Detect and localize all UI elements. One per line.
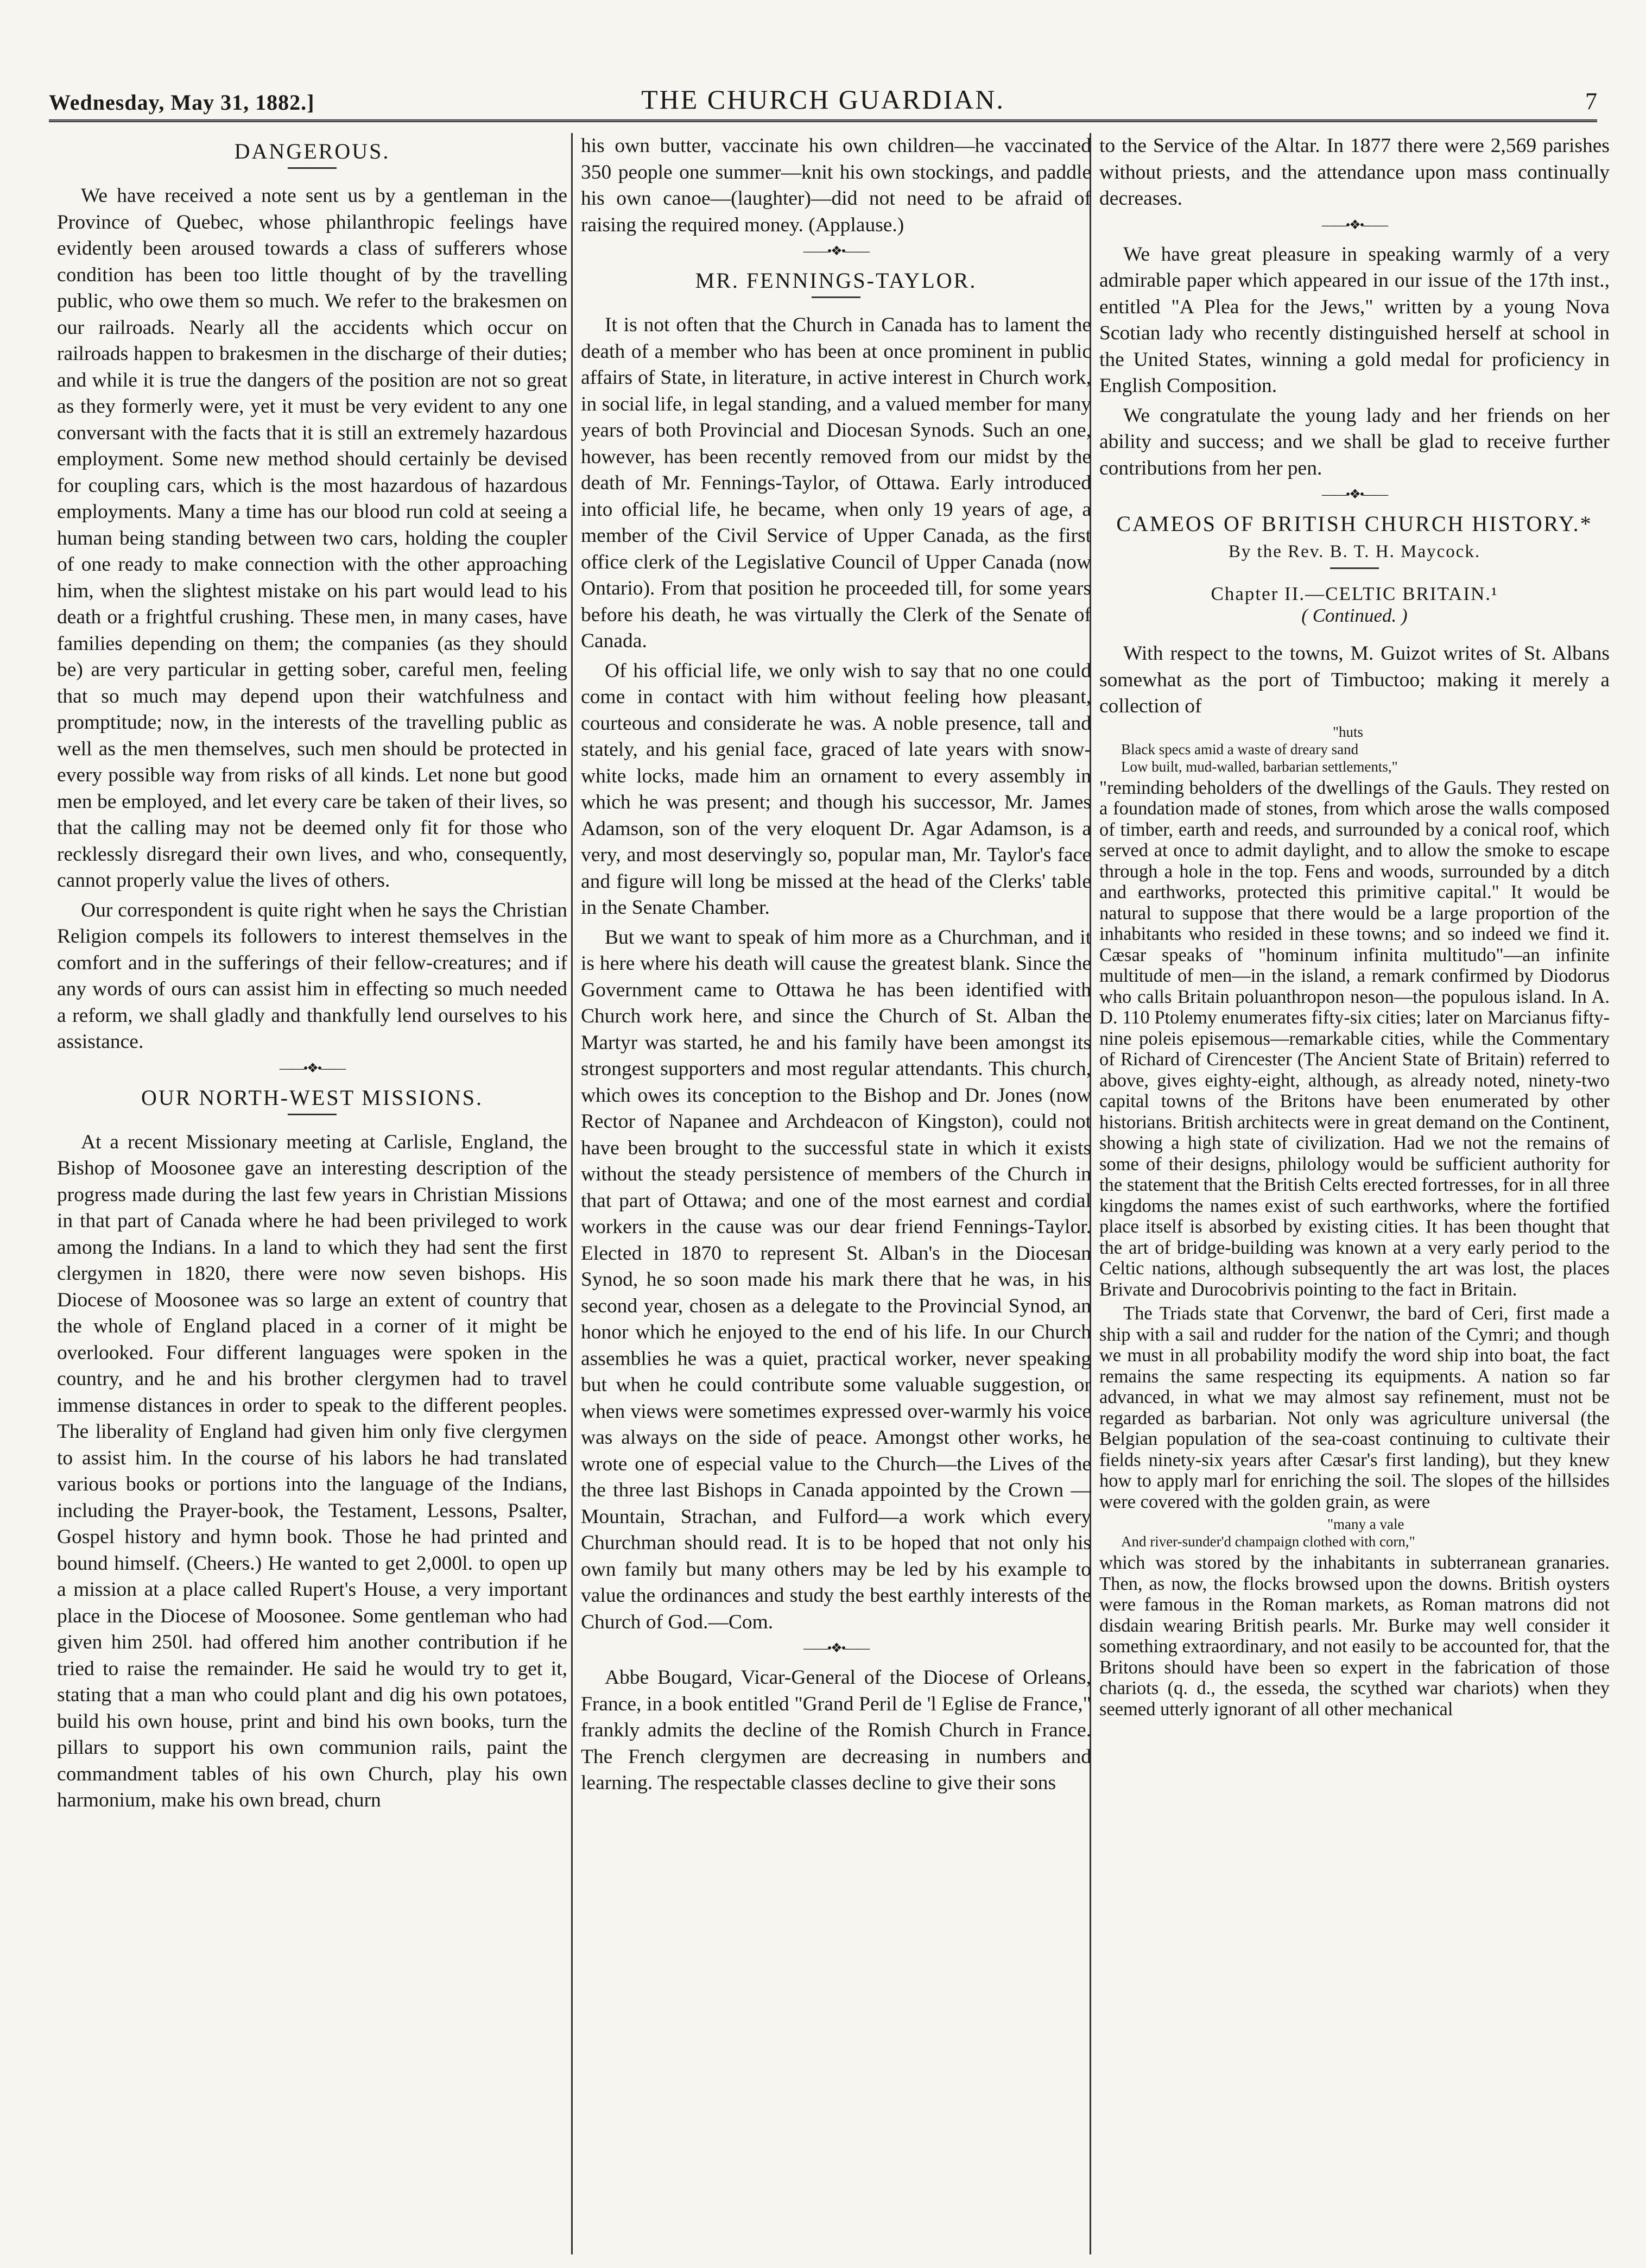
article-paragraph: But we want to speak of him more as a Churchman, and it is here where his death will cause the greatest blank. Since the Government came to Ottawa he has been identified with Church work here, and since the Church of St. Alban the Martyr was started, he and his family have been amongst its strongest supporters and most regular attendants. This church, which owes its conception to the Bishop and Dr. Jones (now Rector of Napanee and Archdeacon of Kingston), could not have been brought to the successful state in which it exists without the steady persistence of members of the Church in that part of Ottawa; and one of the most earnest and cordial workers in the cause was our dear friend Fennings-Taylor. Elected in 1870 to represent St. Alban's in the Diocesan Synod, he so soon made his mark there that he was, in his second year, chosen as a delegate to the Provincial Synod, an honor which he enjoyed to the end of his life. In our Church assemblies he was a quiet, practical worker, never speaking but when he could contribute some valuable suggestion, or when views were sometimes expressed over-warmly his voice was always on the side of peace. Amongst other works, he wrote one of especial value to the Church—the Lives of the the three last Bishops in Canada appointed by the Crown — Mountain, Strachan, and Fulford—a work which every Churchman should read. It is to be hoped that not only his own family but many others may be led by his example to value the ordinances and study the best earthly interests of the Church of God.—Com. (581, 926, 1091, 1633)
issue-date: Wednesday, May 31, 1882.] (49, 90, 315, 115)
verse-quotation (1099, 723, 1610, 775)
verse-line: "many a vale (1327, 1516, 1404, 1532)
article-heading-dangerous: DANGEROUS. (234, 139, 390, 163)
article-paragraph: Of his official life, we only wish to say that no one could come in contact with him without feeling how pleasant, courteous and considerate he was. A noble presence, tall and stately, and his genial face, graced of late years with snow-white locks, made him an ornament to every assembly in which he was present; and though his successor, Mr. James Adamson, son of the very eloquent Dr. Agar Adamson, is a very, and most deservingly so, popular man, Mr. Taylor's face and figure will long be missed at the head of the Clerks' table in the Senate Chamber. (581, 659, 1091, 919)
section-separator: ——•❖•—— (803, 244, 869, 258)
article-heading-missions: OUR NORTH-WEST MISSIONS. (141, 1085, 483, 1110)
article-byline: By the Rev. B. T. H. Maycock. (1228, 542, 1481, 561)
article-paragraph: which was stored by the inhabitants in subterranean granaries. Then, as now, the flocks browsed upon the downs. British oysters were famous in the Roman markets, as Roman matrons did not disdain wearing British pearls. Mr. Burke may well consider it something extraordinary, and not easily to be accounted for, that the Britons should have been so expert in the fabrication of those chariots (q. d., the esseda, the scythed war chariots) when they seemed utterly ignorant of all other mechanical (1099, 1552, 1610, 1720)
running-head (49, 81, 1597, 122)
article-paragraph: We have great pleasure in speaking warmly of a very admirable paper which appeared in our issue of the 17th inst., entitled "A Plea for the Jews," written by a young Nova Scotian lady who recently distinguished herself at school in the United States, winning a gold medal for proficiency in English Composition. (1099, 243, 1610, 397)
column-rule (571, 133, 573, 2254)
section-separator: ——•❖•—— (803, 1641, 869, 1656)
article-paragraph: It is not often that the Church in Canada has to lament the death of a member who has been at once prominent in public affairs of State, in literature, in active interest in Church work, in social life, in legal standing, and a valued member for many years of both Provincial and Diocesan Synods. Such an one, however, has been recently removed from our midst by the death of Mr. Fennings-Taylor, of Ottawa. Early introduced into official life, he became, when only 19 years of age, a member of the Civil Service of Upper Canada, as the first office clerk of the Legislative Council of Upper Canada (now Ontario). From that position he proceeded till, for some years before his death, he was virtually the Clerk of the Senate of Canada. (581, 314, 1091, 652)
article-paragraph: With respect to the towns, M. Guizot writes of St. Albans somewhat as the port of Timbuctoo; making it merely a collection of (1099, 642, 1610, 717)
section-separator: ——•❖•—— (279, 1061, 345, 1076)
column-1 (57, 133, 567, 1817)
article-heading-cameos: CAMEOS OF BRITISH CHURCH HISTORY.* (1116, 511, 1593, 536)
heading-rule (812, 296, 860, 298)
section-separator: ——•❖•—— (1321, 488, 1388, 502)
article-heading-fennings-taylor: MR. FENNINGS-TAYLOR. (695, 268, 977, 293)
column-2 (581, 133, 1091, 1800)
article-paragraph: his own butter, vaccinate his own children—he vaccinated 350 people one summer—knit his own stockings, and paddle his own canoe—(laughter)—did not need to be afraid of raising the required money. (Applause.) (581, 135, 1091, 236)
heading-rule (288, 1114, 337, 1115)
verse-line: Low built, mud-walled, barbarian settlements," (1121, 758, 1398, 775)
column-3 (1099, 133, 1610, 1723)
article-paragraph: We have received a note sent us by a gentleman in the Province of Quebec, whose philanthropic feelings have evidently been aroused towards a class of sufferers whose condition has been too little thought of by the travelling public, who owe them so much. We refer to the brakesmen on our railroads. Nearly all the accidents which occur on railroads happen to brakesmen in the discharge of their duties; and while it is true the dangers of the position are not so great as they formerly were, yet it must be very evident to any one conversant with the facts that it is still an extremely hazardous employment. Some new method should certainly be devised for coupling cars, which is the most hazardous of hazardous employments. Many a time has our blood run cold at seeing a human being standing between two cars, holding the coupler of one ready to make connection with the other approaching him, when the slightest mistake on his part would lead to his death or a frightful crushing. These men, in many cases, have families depending on them; the companies (as they should be) are very particular in getting sober, careful men, feeling that so much may depend upon their watchfulness and promptitude; now, in the interests of the travelling public as well as the men themselves, such men should be protected in every possible way from risks of all kinds. Let none but good men be employed, and let every care be taken of their lives, so that the calling may not be deemed only fit for those who recklessly disregard their own lives, and who, consequently, cannot properly value the lives of others. (57, 185, 567, 892)
article-paragraph: We congratulate the young lady and her friends on her ability and success; and we shall be glad to receive further contributions from her pen. (1099, 404, 1610, 479)
article-paragraph: The Triads state that Corvenwr, the bard of Ceri, first made a ship with a sail and rudder for the nation of the Cymri; and though we must in all probability modify the word ship into boat, the fact remains the same respecting its equipments. A nation so far advanced, in what we may almost say refinement, must not be regarded as barbarian. Not only was agriculture universal (the Belgian population of the sea-coast continuing to cultivate their fields ninety-six years after Cæsar's first landing), but they knew how to apply marl for enriching the soil. The slopes of the hillsides were covered with the golden grain, as were (1099, 1303, 1610, 1512)
page-number: 7 (1585, 88, 1597, 115)
article-paragraph: At a recent Missionary meeting at Carlisle, England, the Bishop of Moosonee gave an interesting description of the progress made during the last few years in Christian Missions in that part of Canada where he had been privileged to work among the Indians. In a land to which they had sent the first clergymen in 1820, there were now seven bishops. His Diocese of Moosonee was so large an extent of country that the whole of England placed in a corner of it might be overlooked. Four different languages were spoken in the country, and he and his brother clergymen had to travel immense distances in order to speak to the different peoples. The liberality of England had given him only five clergymen to assist him. In the course of his labors he had translated various books or portions into the language of the Indians, including the Prayer-book, the Testament, Lessons, Psalter, Gospel history and hymn book. Those he had printed and bound himself. (Cheers.) He wanted to get 2,000l. to open up a mission at a place called Rupert's House, a very important place in the Diocese of Moosonee. Some gentleman who had given him 250l. had offered him another contribution if he tried to raise the remainder. He said he would try to get it, stating that a man who could plant and dig his own potatoes, build his own house, print and bind his own books, turn the pillars to support his own communion rails, paint the commandment tables of his own Church, play his own harmonium, make his own bread, churn (57, 1130, 567, 1811)
article-paragraph: to the Service of the Altar. In 1877 there were 2,569 parishes without priests, and the attendance upon mass continually decreases. (1099, 135, 1610, 210)
verse-quotation (1099, 1515, 1610, 1550)
section-separator: ——•❖•—— (1321, 218, 1388, 232)
verse-line: "huts (1333, 723, 1364, 740)
verse-line: And river-sunder'd champaign clothed with corn," (1121, 1533, 1415, 1550)
article-paragraph: Our correspondent is quite right when he says the Christian Religion compels its followers to interest themselves in the comfort and in the sufferings of their fellow-creatures; and if any words of ours can assist him in effecting so much needed a reform, we shall gladly and thankfully lend ourselves to his assistance. (57, 899, 567, 1053)
heading-rule (288, 167, 337, 169)
newspaper-title: THE CHURCH GUARDIAN. (641, 84, 1005, 115)
article-paragraph: "reminding beholders of the dwellings of the Gauls. They rested on a foundation made of stones, from which arose the walls composed of timber, earth and reeds, and surrounded by a conical roof, which served at once to admit daylight, and to allow the smoke to escape through a hole in the top. Fens and woods, surrounded by a ditch and earthworks, protected this primitive capital." It would be natural to suppose that there would be a large proportion of the inhabitants who resided in these towns; and so indeed we find it. Cæsar speaks of "hominum infinita multitudo"—an infinite multitude of men—in the island, a remark confirmed by Diodorus who calls Britain poluanthropon neson—the populous island. In A. D. 110 Ptolemy enumerates fifty-six cities; later on Marcianus fifty-nine poleis episemous—remarkable cities, while the Commentary of Richard of Cirencester (The Ancient State of Britain) referred to above, gives eighty-eight, although, as already noted, ninety-two capital towns of the Britons have been enumerated by other historians. British architects were in great demand on the Continent, showing a high state of civilization. Had we not the remains of some of their designs, philology would be sufficient authority for the statement that the British Celts erected fortresses, for in all three kingdoms the names exist of such earthworks, where the fortified place itself is absorbed by existing cities. It has been thought that the art of bridge-building was known at a very early period to the Celtic nations, although subsequently the art was lost, the places Brivate and Durocobrivis pointing to the fact in Britain. (1099, 777, 1610, 1300)
article-paragraph: Abbe Bougard, Vicar-General of the Diocese of Orleans, France, in a book entitled "Grand Peril de 'l Eglise de France," frankly admits the decline of the Romish Church in France. The French clergymen are decreasing in numbers and learning. The respectable classes decline to give their sons (581, 1666, 1091, 1794)
chapter-heading: Chapter II.—CELTIC BRITAIN.¹ (1211, 583, 1498, 604)
continued-note: ( Continued. ) (1301, 605, 1408, 626)
verse-line: Black specs amid a waste of dreary sand (1121, 741, 1359, 757)
heading-rule (1330, 567, 1379, 569)
